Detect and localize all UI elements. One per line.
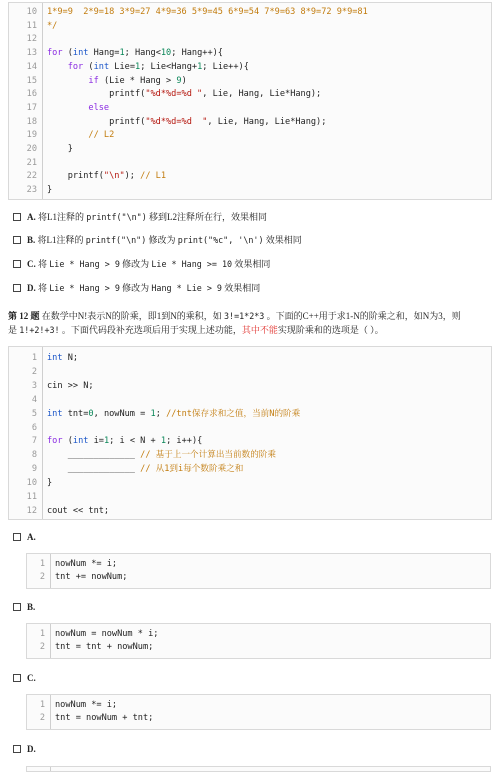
q12-text-red: 其中不能	[241, 325, 278, 335]
line-number: 16	[26, 89, 37, 100]
code-text	[47, 88, 321, 101]
line-number: 9	[31, 464, 37, 475]
code-text	[47, 449, 276, 462]
code-token: (	[83, 61, 94, 72]
line-number: 1	[39, 629, 45, 639]
code-token: Hang=	[88, 48, 120, 59]
code-token: printf(	[47, 89, 146, 100]
code-token: */	[47, 20, 58, 31]
option-label[interactable]	[27, 672, 36, 684]
code-token: "\n"	[103, 171, 125, 182]
code-token: int	[47, 353, 63, 363]
line-number: 21	[26, 157, 37, 168]
code-line	[9, 170, 491, 183]
option-text: 将	[35, 283, 50, 293]
option-text: 将	[35, 259, 50, 269]
code-token: }	[47, 185, 53, 196]
code-token: 1	[103, 436, 110, 447]
q12-text-2m: 1!+2!+3!	[19, 325, 60, 335]
code-token: }	[47, 478, 53, 489]
code-text	[47, 102, 109, 115]
option-text: 修改为	[119, 283, 152, 293]
code-token: for	[47, 436, 63, 447]
line-number: 1	[39, 700, 45, 710]
line-number: 11	[26, 492, 37, 502]
q12-text-1m: 3!=1*2*3	[224, 311, 265, 321]
code-text	[47, 75, 187, 88]
code-token: 1	[119, 48, 125, 59]
code-token: printf(	[47, 171, 104, 182]
code-line	[9, 380, 491, 393]
option-label[interactable]	[27, 743, 36, 755]
code-text	[47, 129, 114, 142]
option-text: 将L1注释的	[35, 235, 86, 245]
option-text: 移到L2注释所在行，效果相同	[146, 212, 268, 222]
line-number: 14	[26, 61, 37, 72]
option-text: 修改为	[146, 235, 178, 245]
line-number: 20	[26, 144, 37, 154]
code-text: nowNum *= i;	[55, 700, 118, 710]
option-text: Lie * Hang > 9	[49, 259, 120, 269]
code-token: int	[93, 61, 110, 72]
option-text: printf("\n")	[86, 212, 147, 222]
code-token: else	[88, 102, 110, 113]
q12-text-2a: 是	[8, 325, 20, 335]
code-token: cout << tnt;	[47, 505, 110, 516]
code-line	[9, 47, 491, 60]
code-token: int	[47, 408, 63, 419]
code-token	[47, 130, 88, 140]
code-line	[9, 20, 491, 33]
code-line	[9, 129, 491, 142]
option-letter: A.	[27, 212, 36, 222]
code-token: 1	[197, 61, 203, 72]
line-number: 12	[26, 505, 37, 516]
q12-text-1a: 在数学中N!表示N的阶乘，即1到N的乘积，如	[39, 311, 225, 321]
option-code-block	[26, 694, 491, 730]
line-number: 10	[26, 478, 37, 489]
option-letter: C.	[27, 673, 36, 683]
line-number: 22	[26, 171, 37, 182]
code-text	[47, 408, 300, 421]
line-number: 1	[31, 353, 37, 363]
code-token: N;	[62, 353, 79, 363]
code-token	[47, 103, 88, 113]
code-line	[9, 491, 491, 504]
code-token: int	[72, 436, 89, 447]
code-line	[9, 394, 491, 407]
code-token: (Lie * Hang >	[98, 75, 177, 86]
code-line	[27, 699, 490, 712]
code-token: ; Lie<Hang+	[140, 61, 198, 72]
code-token: ; Lie++){	[202, 61, 249, 72]
line-number: 23	[26, 185, 37, 196]
code-token: Lie=	[109, 61, 135, 72]
option-label[interactable]	[27, 211, 267, 223]
code-token: int	[72, 48, 89, 59]
option-text: Lie * Hang > 9	[49, 283, 120, 293]
code-text	[47, 463, 243, 476]
option-code-block	[26, 553, 491, 589]
code-text	[47, 6, 368, 19]
option-checkbox[interactable]	[13, 260, 21, 268]
option-checkbox[interactable]	[13, 603, 21, 611]
line-number: 15	[26, 75, 37, 86]
code-text	[47, 20, 57, 33]
code-text: tnt = nowNum + tnt;	[55, 713, 154, 723]
line-number: 8	[31, 450, 37, 461]
line-number: 1	[39, 559, 45, 569]
option-text: 效果相同	[221, 283, 261, 293]
code-line	[9, 408, 491, 421]
code-line	[9, 143, 491, 156]
option-text: print("%c", '\n')	[177, 235, 264, 245]
code-token: (	[62, 436, 73, 447]
option-letter: A.	[27, 532, 36, 542]
code-text: tnt = tnt + nowNum;	[55, 642, 154, 652]
code-line	[27, 641, 490, 654]
code-token: , nowNum =	[93, 408, 151, 419]
q12-text-1b: 。下面的C++用于求1-N的阶乘之和，如N为3，则	[264, 311, 461, 321]
line-number: 10	[26, 7, 37, 17]
code-token: 1	[135, 61, 141, 72]
code-token: // L1	[140, 171, 167, 182]
code-line	[9, 102, 491, 115]
code-line	[9, 435, 491, 448]
code-text	[47, 143, 73, 156]
line-number: 19	[26, 130, 37, 141]
option-checkbox[interactable]	[13, 533, 21, 541]
option-text: 效果相同	[232, 259, 271, 269]
option-text: Lie * Hang >= 10	[151, 259, 233, 269]
q12-number: 第 12 题	[8, 311, 40, 321]
line-number: 11	[26, 20, 37, 31]
code-token: for	[47, 48, 63, 59]
code-line	[9, 75, 491, 88]
line-number: 2	[39, 572, 45, 582]
code-text	[47, 477, 52, 490]
code-token: "%d*%d=%d "	[145, 89, 203, 100]
option-label[interactable]	[27, 601, 35, 613]
line-number: 13	[26, 48, 37, 59]
code-token: ; Hang++){	[171, 48, 223, 59]
line-number: 7	[31, 436, 37, 447]
code-text	[47, 184, 52, 197]
option-letter: D.	[27, 744, 36, 754]
option-checkbox[interactable]	[13, 213, 21, 221]
option-code-block	[26, 623, 491, 659]
code-token	[47, 76, 88, 86]
option-label[interactable]	[27, 531, 36, 543]
option-label[interactable]	[27, 234, 302, 246]
code-line	[9, 33, 491, 46]
code-text: tnt += nowNum;	[55, 572, 128, 582]
code-token: _____________	[47, 464, 141, 475]
line-number: 3	[31, 380, 37, 391]
line-number: 17	[26, 102, 37, 113]
code-token: 1	[150, 408, 156, 419]
code-token: , Lie, Hang, Lie*Hang);	[207, 116, 327, 127]
code-text	[47, 352, 78, 365]
option-letter: D.	[27, 283, 36, 293]
code-line	[9, 477, 491, 490]
code-token: _____________	[47, 450, 141, 461]
code-token: ;	[155, 408, 167, 419]
code-line	[9, 449, 491, 462]
code-token: if	[88, 75, 99, 86]
code-line	[9, 352, 491, 365]
code-line	[9, 6, 491, 19]
option-text: 效果相同	[263, 235, 302, 245]
code-token: 10	[160, 48, 172, 59]
code-token: printf(	[47, 116, 146, 127]
line-number: 5	[31, 408, 37, 419]
q12-stem	[8, 309, 492, 337]
option-text: Hang * Lie > 9	[151, 283, 222, 293]
code-token: 0	[88, 408, 94, 419]
option-checkbox[interactable]	[13, 674, 21, 682]
code-token: "%d*%d=%d "	[145, 116, 208, 127]
code-line	[9, 88, 491, 101]
code-text	[47, 47, 223, 60]
code-line	[9, 157, 491, 170]
option-label[interactable]	[27, 282, 260, 294]
option-text: printf("\n")	[85, 235, 147, 245]
line-number: 2	[39, 642, 45, 652]
code-token: ; i < N +	[109, 436, 161, 447]
code-token	[47, 62, 68, 72]
option-code-block	[26, 766, 491, 772]
code-token: }	[47, 144, 73, 154]
gutter-divider	[50, 767, 51, 771]
line-number: 2	[39, 713, 45, 723]
option-checkbox[interactable]	[13, 236, 21, 244]
option-checkbox[interactable]	[13, 745, 21, 753]
code-token: // 基于上一个计算出当前数的阶乘	[140, 450, 276, 461]
code-line	[9, 366, 491, 379]
code-token: ; i++){	[166, 436, 203, 447]
code-token: // 从1到i每个数阶乘之和	[140, 464, 244, 475]
code-line	[27, 558, 490, 571]
code-token: 1	[160, 436, 167, 447]
code-line	[27, 628, 490, 641]
code-token: // L2	[88, 130, 115, 141]
code-text	[47, 170, 166, 183]
code-line	[9, 184, 491, 197]
code-token: )	[181, 75, 187, 86]
option-text: 修改为	[119, 259, 152, 269]
code-token: );	[124, 171, 141, 182]
code-line	[9, 116, 491, 129]
option-letter: B.	[27, 602, 36, 612]
code-token: , Lie, Hang, Lie*Hang);	[202, 89, 322, 100]
code-token: i=	[88, 436, 104, 447]
code-text	[47, 435, 202, 448]
code-text: nowNum *= i;	[55, 559, 118, 569]
code-token: ; Hang<	[124, 48, 161, 59]
code-token: cin >> N;	[47, 380, 94, 391]
option-text: 将L1注释的	[35, 212, 87, 222]
code-line	[27, 571, 490, 584]
code-line	[9, 505, 491, 518]
q12-code-block	[8, 346, 492, 520]
code-line	[27, 712, 490, 725]
q11-code-block	[8, 2, 492, 200]
option-letter: C.	[27, 259, 36, 269]
line-number: 12	[26, 34, 37, 45]
q12-text-2c: 实现阶乘和的选项是（ ）。	[277, 325, 384, 335]
code-text	[47, 380, 94, 393]
code-text	[47, 505, 109, 518]
line-number: 18	[26, 116, 37, 127]
code-text: nowNum = nowNum * i;	[55, 629, 159, 639]
code-line	[9, 61, 491, 74]
code-text	[47, 61, 249, 74]
code-token: for	[67, 61, 84, 72]
line-number: 4	[31, 394, 37, 405]
code-token: 1*9=9 2*9=18 3*9=27 4*9=36 5*9=45 6*9=54 7*9=63 8*9=72 9*9=81	[47, 7, 368, 17]
code-line	[9, 463, 491, 476]
line-number: 6	[31, 422, 37, 433]
code-token: //tnt保存求和之值，当前N的阶乘	[166, 408, 301, 419]
code-token: tnt=	[62, 408, 89, 419]
line-number: 2	[31, 366, 37, 377]
code-text	[47, 116, 326, 129]
code-token: 9	[176, 75, 182, 86]
option-letter: B.	[27, 235, 36, 245]
option-checkbox[interactable]	[13, 284, 21, 292]
code-token: (	[62, 48, 73, 59]
code-line	[9, 422, 491, 435]
q12-text-2b: 。下面代码段补充选项后用于实现上述功能，	[59, 325, 242, 335]
option-label[interactable]	[27, 258, 270, 270]
